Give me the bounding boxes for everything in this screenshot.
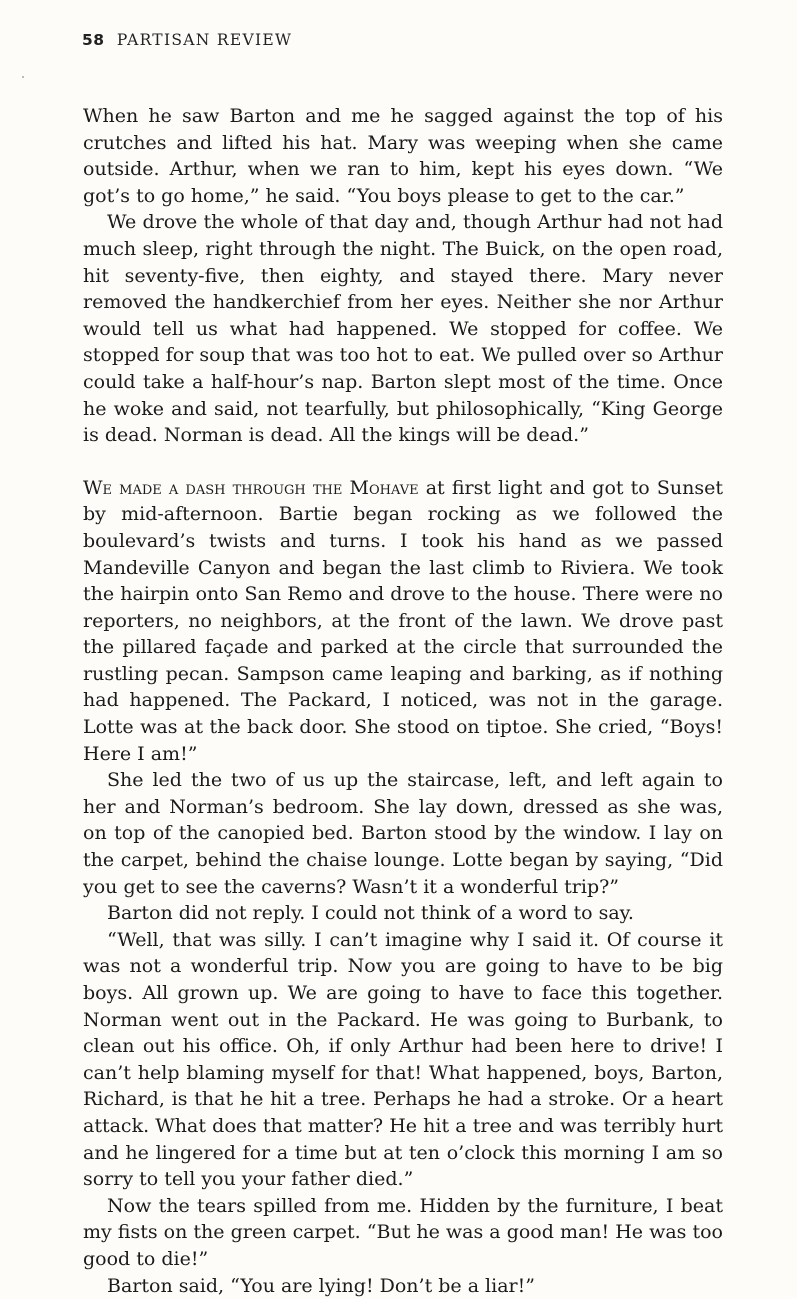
paragraph: Barton did not reply. I could not think of a word to say. [107, 902, 634, 925]
paragraph: Barton said, “You are lying! Don’t be a liar!” [107, 1274, 535, 1297]
body-text [83, 103, 723, 1299]
margin-speck [22, 76, 24, 78]
running-header [82, 31, 292, 49]
journal-title: PARTISAN REVIEW [116, 31, 293, 49]
page-number: 58 [82, 31, 105, 49]
section-opening-paragraph [83, 475, 723, 768]
paragraph: She led the two of us up the staircase, left, and left again to her and Norman’s bedroom. She lay down, dressed as she was, on top of the canopied bed. Barton stood by the window. I lay on the carpet, behind the chaise lounge. Lotte began by saying, “Did you get to see the caverns? Wasn’t it a wonderful trip?” [83, 769, 723, 898]
paragraph: “Well, that was silly. I can’t imagine why I said it. Of course it was not a wonderful trip. Now you are going to have to be big boys. All grown up. We are going to have to face this together. Norman went out in the Packard. He was going to Burbank, to clean out his office. Oh, if only Arthur had been here to drive! I can’t help blaming myself for that! What happened, boys, Barton, Richard, is that he hit a tree. Perhaps he had a stroke. Or a heart attack. What does that matter? He hit a tree and was terribly hurt and he lingered for a time but at ten o’clock this morning I am so sorry to tell you your father died.” [83, 928, 723, 1191]
section-lead-text: at first light and got to Sunset by mid-afternoon. Bartie began rocking as we followed the boulevard’s twists and turns. I took his hand as we passed Mandeville Canyon and began the last climb to Riviera. We took the hairpin onto San Remo and drove to the house. There were no reporters, no neighbors, at the front of the lawn. We drove past the pillared façade and parked at the circle that surrounded the rustling pecan. Sampson came leaping and barking, as if nothing had happened. The Packard, I noticed, was not in the garage. Lotte was at the back door. She stood on tiptoe. She cried, “Boys! Here I am!” [83, 476, 723, 765]
paragraph: Now the tears spilled from me. Hidden by the furniture, I beat my fists on the green carpet. “But he was a good man! He was too good to die!” [83, 1194, 723, 1270]
paragraph: We drove the whole of that day and, though Arthur had not had much sleep, right through the night. The Buick, on the open road, hit seventy-five, then eighty, and stayed there. Mary never removed the handkerchief from her eyes. Neither she nor Arthur would tell us what had happened. We stopped for coffee. We stopped for soup that was too hot to eat. We pulled over so Arthur could take a half-hour’s nap. Barton slept most of the time. Once he woke and said, not tearfully, but philosophically, “King George is dead. Norman is dead. All the kings will be dead.” [83, 211, 723, 447]
section-lead-smallcaps: We made a dash through the Mohave [83, 476, 419, 499]
paragraph: When he saw Barton and me he sagged against the top of his crutches and lifted his hat. Mary was weeping when she came outside. Arthur, when we ran to him, kept his eyes down. “We got’s to go home,” he said. “You boys please to get to the car.” [83, 105, 723, 207]
